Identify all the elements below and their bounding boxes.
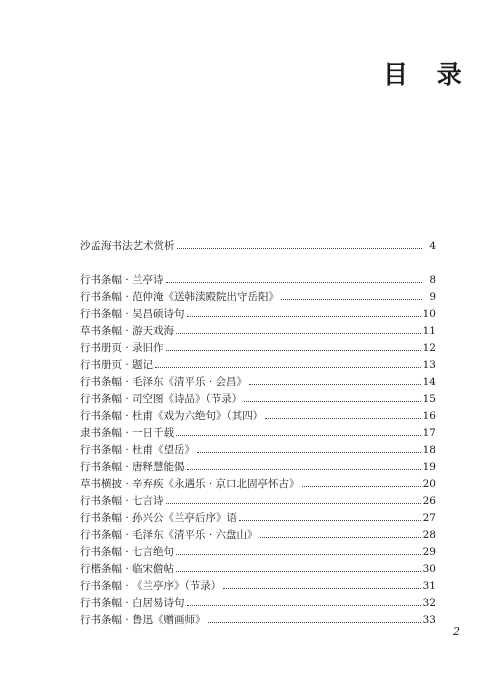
toc-entry-page: 11: [422, 324, 436, 337]
toc-entry[interactable]: [80, 404, 436, 421]
dot-leader: [239, 520, 421, 521]
toc-entry-page: 8: [429, 273, 436, 286]
toc-entry-page: 13: [422, 358, 436, 371]
dot-leader: [281, 299, 422, 300]
toc-entry[interactable]: [80, 268, 436, 285]
toc-entry-title: 沙孟海书法艺术赏析: [80, 239, 175, 252]
toc-entry-title: 草书条幅 · 游天戏海: [80, 324, 175, 337]
toc-entry-page: 17: [422, 426, 436, 439]
toc-entry-page: 10: [422, 307, 436, 320]
toc-entry-title: 行书条幅 · 白居易诗句: [80, 596, 185, 609]
toc-entry-title: 行书册页 · 录旧作: [80, 341, 164, 354]
page-number: 2: [453, 625, 460, 638]
toc-entry[interactable]: [80, 591, 436, 608]
page-title: 目 录: [383, 60, 472, 89]
toc-entry[interactable]: [80, 319, 436, 336]
toc-entry-page: 31: [422, 579, 436, 592]
dot-leader: [244, 401, 420, 402]
toc-entry-page: 30: [422, 562, 436, 575]
toc-entry[interactable]: [80, 455, 436, 472]
toc-entry-page: 26: [422, 494, 436, 507]
toc-entry-title: 行书条幅 · 范仲淹《送韩渎殿院出守岳阳》: [80, 290, 280, 303]
dot-leader: [260, 537, 421, 538]
toc-entry-page: 4: [429, 239, 436, 252]
toc-entry-page: 19: [422, 460, 436, 473]
toc-entry-intro[interactable]: [80, 234, 436, 251]
dot-leader: [176, 571, 421, 572]
toc-entry[interactable]: [80, 506, 436, 523]
dot-leader: [187, 469, 421, 470]
dot-leader: [187, 316, 421, 317]
dot-leader: [176, 435, 421, 436]
toc-entry-title: 行书条幅 · 鲁迅《赠画师》: [80, 613, 206, 626]
toc-entry-title: 草书横披 · 辛弃疾《永遇乐 · 京口北固亭怀古》: [80, 477, 300, 490]
toc-entry-page: 32: [422, 596, 436, 609]
dot-leader: [166, 282, 422, 283]
toc-entry-page: 15: [422, 392, 436, 405]
dot-leader: [208, 622, 421, 623]
toc-entry-page: 9: [429, 290, 436, 303]
toc-entry[interactable]: [80, 336, 436, 353]
toc-entry-page: 29: [422, 545, 436, 558]
toc-entry-page: 12: [422, 341, 436, 354]
toc-entry-title: 行楷条幅 · 临宋儋帖: [80, 562, 175, 575]
dot-leader: [176, 554, 421, 555]
toc-entry-title: 行书条幅 · 司空图《诗品》（节录）: [80, 392, 243, 405]
toc-entry-title: 行书条幅 · 吴昌硕诗句: [80, 307, 185, 320]
dot-leader: [166, 503, 421, 504]
toc-entry-page: 18: [422, 443, 436, 456]
toc-entry-page: 27: [422, 511, 436, 524]
toc-entry-title: 行书条幅 · 毛泽东《清平乐 · 会昌》: [80, 375, 248, 388]
dot-leader: [187, 605, 421, 606]
toc-entry[interactable]: [80, 438, 436, 455]
toc-entry-page: 28: [422, 528, 436, 541]
toc-entry-title: 行书条幅 · 七言诗: [80, 494, 164, 507]
toc-entry-page: 14: [422, 375, 436, 388]
toc-entry-title: 行书条幅 · 杜甫《望岳》: [80, 443, 196, 456]
toc-entry[interactable]: [80, 387, 436, 404]
toc-entry-title: 行书条幅 · 七言绝句: [80, 545, 175, 558]
toc-entry[interactable]: [80, 523, 436, 540]
toc-entry[interactable]: [80, 285, 436, 302]
toc-entry-page: 20: [422, 477, 436, 490]
toc-entry[interactable]: [80, 574, 436, 591]
toc-entry-title: 行书条幅 · 孙兴公《兰亭后序》语: [80, 511, 238, 524]
toc-entry[interactable]: [80, 489, 436, 506]
toc-entry-title: 隶书条幅 · 一日千载: [80, 426, 175, 439]
toc-entry[interactable]: [80, 421, 436, 438]
dot-leader: [166, 350, 421, 351]
dot-leader: [177, 248, 423, 249]
toc-entry[interactable]: [80, 353, 436, 370]
toc-entry-title: 行书条幅 · 毛泽东《清平乐 · 六盘山》: [80, 528, 258, 541]
toc-entry[interactable]: [80, 370, 436, 387]
toc-entry[interactable]: [80, 302, 436, 319]
toc-entry[interactable]: [80, 472, 436, 489]
dot-leader: [197, 452, 421, 453]
dot-leader: [249, 384, 421, 385]
dot-leader: [176, 333, 421, 334]
toc-entry-title: 行书册页 · 题记: [80, 358, 154, 371]
toc-entry-title: 行书条幅 · 杜甫《戏为六绝句》（其四）: [80, 409, 264, 422]
toc-entry-title: 行书条幅 · 兰亭诗: [80, 273, 164, 286]
toc-entry-page: 16: [422, 409, 436, 422]
dot-leader: [155, 367, 421, 368]
toc-entry-page: 33: [422, 613, 436, 626]
dot-leader: [223, 588, 420, 589]
toc-entry[interactable]: [80, 608, 436, 625]
toc-entry-title: 行书条幅 · 《兰亭序》（节录）: [80, 579, 222, 592]
toc-entry[interactable]: [80, 557, 436, 574]
dot-leader: [302, 486, 421, 487]
toc-entry-title: 行书条幅 · 唐释慧能偈: [80, 460, 185, 473]
dot-leader: [265, 418, 420, 419]
toc-entry[interactable]: [80, 540, 436, 557]
